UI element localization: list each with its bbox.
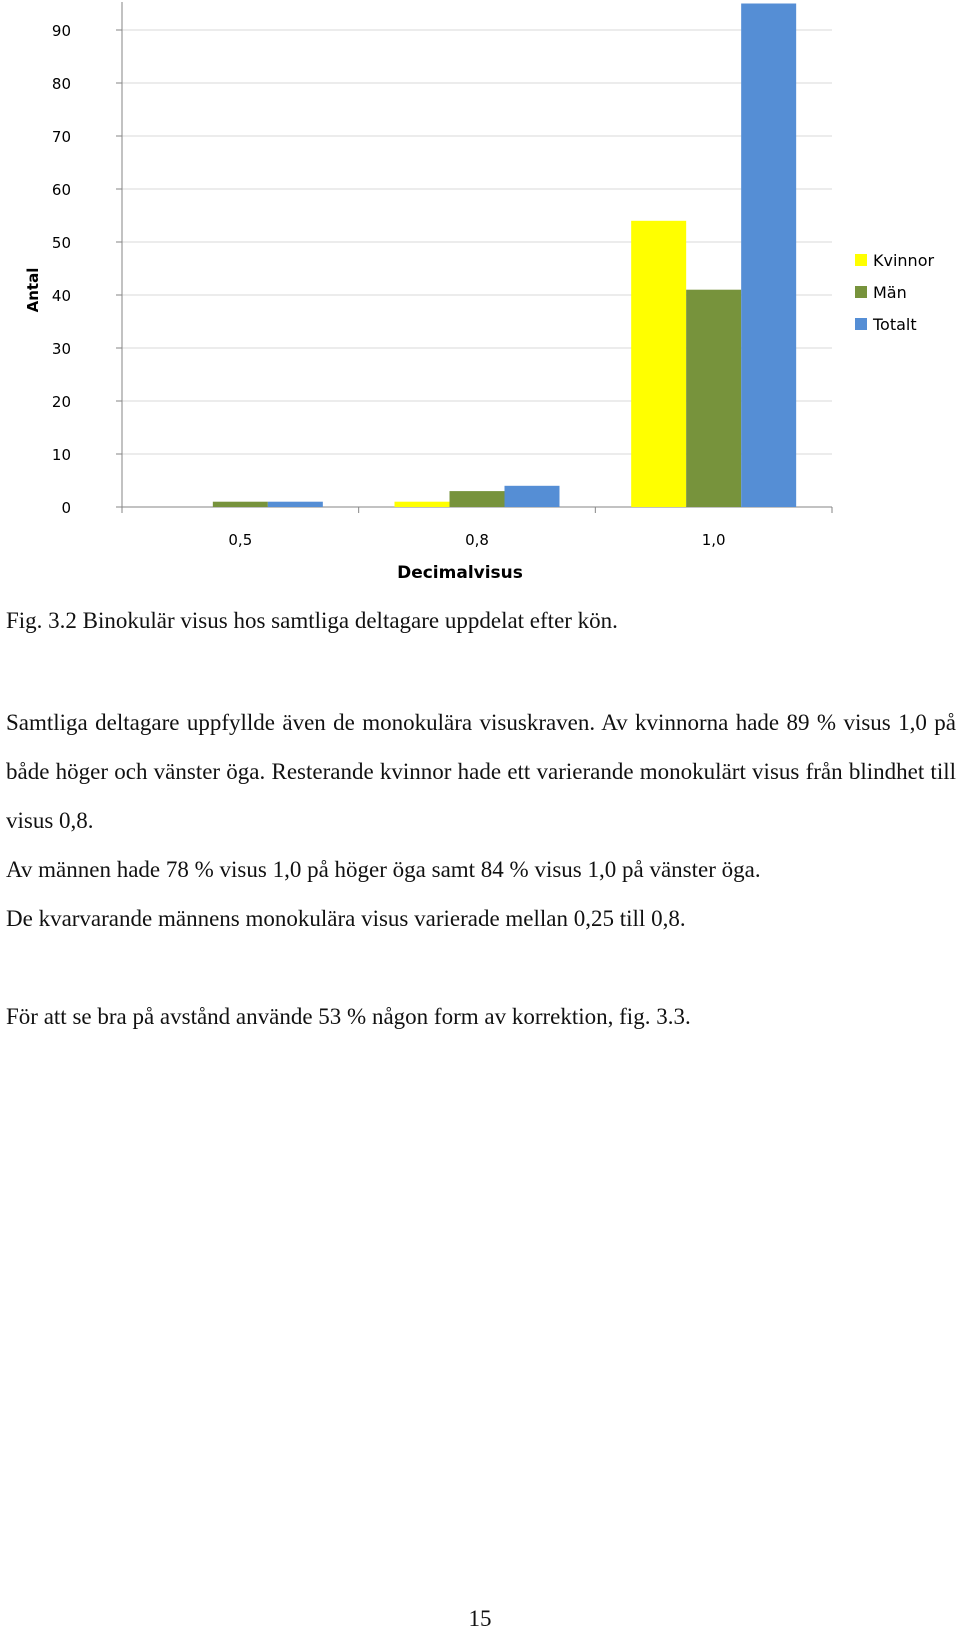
- x-axis-ticks: [122, 507, 832, 549]
- y-tick-label: 10: [51, 446, 71, 464]
- paragraph-correction: För att se bra på avstånd använde 53 % någon form av korrektion, fig. 3.3.: [6, 1004, 691, 1029]
- bars: [213, 4, 796, 508]
- figure-caption: Fig. 3.2 Binokulär visus hos samtliga deltagare uppdelat efter kön.: [6, 608, 618, 633]
- bar-kvinnor-2: [395, 502, 450, 507]
- x-tick-label: 1,0: [701, 531, 726, 549]
- x-tick-label: 0,8: [465, 531, 489, 549]
- bar-chart: [0, 0, 960, 600]
- page-number: 15: [468, 1606, 492, 1631]
- legend-swatch-män: [855, 286, 867, 298]
- bar-kvinnor-3: [631, 221, 686, 507]
- legend-label-kvinnor: Kvinnor: [873, 251, 935, 270]
- y-tick-label: 90: [51, 22, 71, 40]
- y-tick-label: 0: [61, 499, 71, 517]
- y-tick-label: 80: [51, 75, 71, 93]
- y-tick-label: 40: [51, 287, 71, 305]
- paragraph-women: Samtliga deltagare uppfyllde även de monokulära visuskraven. Av kvinnorna hade 89 % visus 1,0 på både höger och vänster öga. Resterande kvinnor hade ett varierande monokulärt visus från blindhet till visus 0,8.: [6, 710, 956, 833]
- x-axis-label: Decimalvisus: [397, 563, 523, 583]
- y-tick-label: 50: [51, 234, 71, 252]
- paragraph-men-line-2: De kvarvarande männens monokulära visus varierade mellan 0,25 till 0,8.: [6, 906, 686, 931]
- y-tick-label: 20: [51, 393, 71, 411]
- bar-totalt-1: [268, 502, 323, 507]
- bar-totalt-2: [505, 486, 560, 507]
- legend-swatch-kvinnor: [855, 254, 867, 266]
- legend-swatch-totalt: [855, 318, 867, 330]
- y-tick-label: 70: [51, 128, 71, 146]
- legend: [855, 251, 934, 334]
- x-tick-label: 0,5: [228, 531, 253, 549]
- paragraph-men: [6, 845, 956, 943]
- y-tick-label: 60: [51, 181, 71, 199]
- legend-label-totalt: Totalt: [873, 315, 917, 334]
- y-tick-label: 30: [51, 340, 71, 358]
- bar-totalt-3: [741, 4, 796, 508]
- bar-män-3: [686, 290, 741, 507]
- legend-label-män: Män: [873, 283, 907, 302]
- y-axis-ticks: [52, 22, 122, 517]
- bar-män-1: [213, 502, 268, 507]
- bar-män-2: [450, 491, 505, 507]
- paragraph-men-line-1: Av männen hade 78 % visus 1,0 på höger öga samt 84 % visus 1,0 på vänster öga.: [6, 857, 761, 882]
- y-axis-label: Antal: [24, 267, 42, 313]
